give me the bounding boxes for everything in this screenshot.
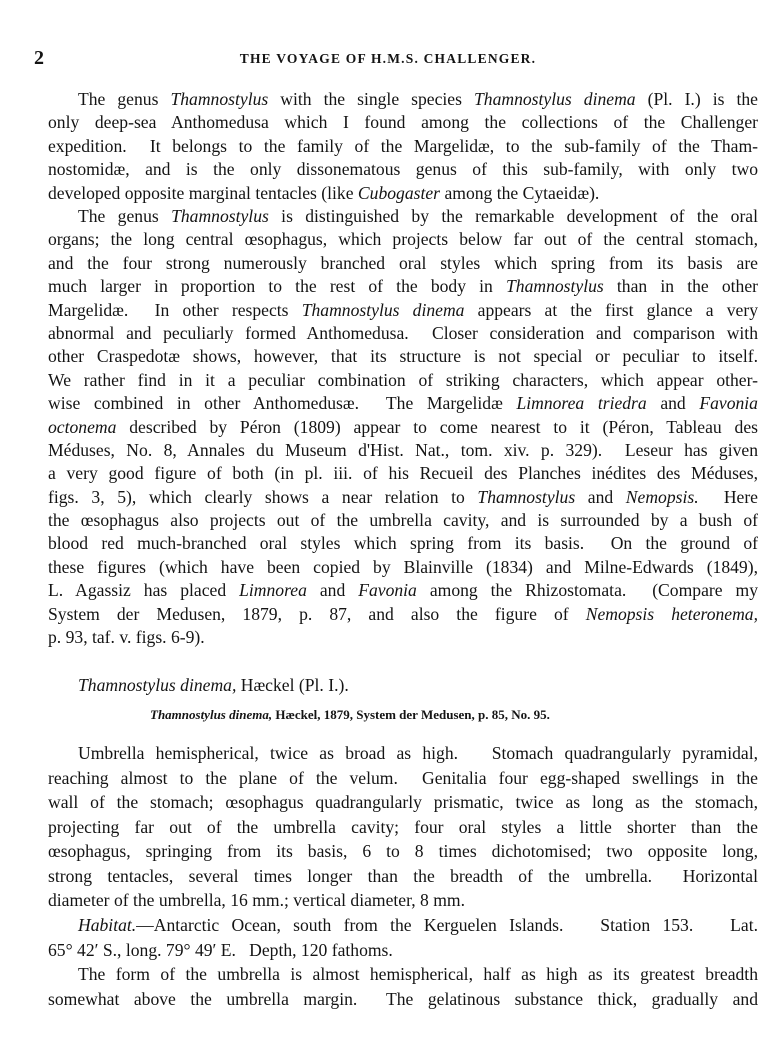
text-run: (Pl. I.) is the: [635, 89, 758, 109]
text-line: [48, 603, 758, 626]
text-line: [48, 369, 758, 392]
text-run: much larger in proportion to the rest of the body in: [48, 276, 506, 297]
italic-text: Thamnostylus: [170, 89, 269, 109]
italic-text: Cubogaster: [357, 182, 441, 203]
text-run: and: [646, 393, 700, 414]
text-line: [48, 509, 758, 532]
text-run: and: [306, 580, 359, 601]
italic-text: octonema: [48, 416, 117, 437]
text-line: [48, 322, 758, 345]
text-run: 65° 42′ S., long. 79° 49′ E. Depth, 120 fathoms.: [48, 939, 393, 960]
text-line: [48, 888, 758, 913]
italic-text: Limnorea: [239, 580, 307, 601]
text-run: appears at the first glance a very: [464, 299, 758, 320]
synonym-species: Thamnostylus dinema,: [150, 707, 273, 722]
italic-text: Nemopsis.: [625, 486, 699, 507]
text-line: [48, 275, 758, 298]
italic-text: Nemopsis heteronema,: [585, 603, 759, 624]
text-line: [48, 462, 758, 485]
text-line: [48, 158, 758, 181]
text-line: [48, 532, 758, 555]
text-line: [48, 228, 758, 251]
paragraph-umbrella-form: [48, 962, 758, 1011]
text-run: The form of the umbrella is almost hemispherical, half as high as its greatest breadth: [78, 964, 758, 984]
text-run: L. Agassiz has placed: [48, 580, 240, 601]
text-line: [48, 556, 758, 579]
text-run: than in the other: [603, 276, 758, 297]
text-line: [48, 182, 758, 205]
text-run: p. 93, taf. v. figs. 6-9).: [48, 627, 205, 648]
italic-text: Favonia: [358, 580, 417, 601]
paragraph-habitat: [48, 913, 758, 962]
synonymy-reference: [150, 707, 550, 723]
text-run: only deep-sea Anthomedusa which I found among the collections of the Challenger: [48, 112, 758, 133]
text-run: among the Cytaeidæ).: [440, 182, 600, 203]
text-line: [48, 205, 758, 228]
text-run: strong tentacles, several times longer than the breadth of the umbrella. Horizontal: [48, 865, 758, 886]
running-title: THE VOYAGE OF H.M.S. CHALLENGER.: [239, 51, 537, 66]
text-line: [48, 913, 758, 938]
text-run: reaching almost to the plane of the velum. Genitalia four egg-shaped swellings in the: [48, 767, 758, 788]
text-run: the œsophagus also projects out of the umbrella cavity, and is surrounded by a bush of: [48, 510, 758, 531]
text-run: wall of the stomach; œsophagus quadrangularly prismatic, twice as long as the stomach,: [48, 792, 758, 812]
italic-text: Thamnostylus: [477, 486, 576, 507]
text-run: described by Péron (1809) appear to come nearest to it (Péron, Tableau des: [116, 416, 758, 437]
text-run: with the single species: [268, 89, 474, 109]
text-line: [48, 626, 758, 649]
text-line: [48, 252, 758, 275]
italic-text: Favonia: [699, 393, 758, 414]
text-run: is distinguished by the remarkable development of the oral: [268, 206, 758, 226]
text-run: projecting far out of the umbrella cavity; four oral styles a little shorter than the: [48, 816, 758, 837]
text-run: expedition. It belongs to the family of the Margelidæ, to the sub-family of the Tham-: [48, 135, 758, 156]
text-line: [48, 790, 758, 815]
text-line: [48, 839, 758, 864]
italic-text: Thamnostylus dinema: [474, 89, 636, 109]
text-line: [48, 111, 758, 134]
text-run: The genus: [78, 206, 172, 226]
text-run: We rather find in it a peculiar combination of striking characters, which appear other-: [48, 369, 758, 390]
text-line: [48, 864, 758, 889]
paragraph-species-diagnosis: [48, 741, 758, 913]
italic-text: Thamnostylus: [506, 276, 604, 297]
text-run: wise combined in other Anthomedusæ. The Margelidæ: [48, 393, 517, 414]
text-line: [48, 741, 758, 766]
text-line: [48, 345, 758, 368]
species-heading: [78, 675, 349, 696]
text-run: Méduses, No. 8, Annales du Museum d'Hist. Nat., tom. xiv. p. 329). Leseur has given: [48, 439, 758, 460]
text-line: [48, 987, 758, 1012]
text-run: System der Medusen, 1879, p. 87, and also the figure of: [48, 603, 586, 624]
text-run: figs. 3, 5), which clearly shows a near relation to: [48, 486, 478, 507]
text-run: Margelidæ. In other respects: [48, 299, 302, 320]
text-line: [48, 486, 758, 509]
synonym-citation: Hæckel, 1879, System der Medusen, p. 85, No. 95.: [272, 707, 550, 722]
text-run: blood red much-branched oral styles which spring from its basis. On the ground of: [48, 533, 758, 554]
text-run: œsophagus, springing from its basis, 6 to 8 times dichotomised; two opposite long,: [48, 841, 758, 861]
text-line: [48, 962, 758, 987]
italic-text: Thamnostylus: [171, 206, 269, 226]
text-line: [48, 392, 758, 415]
text-run: developed opposite marginal tentacles (like: [48, 182, 358, 203]
text-run: somewhat above the umbrella margin. The gelatinous substance thick, gradually and: [48, 988, 758, 1009]
text-run: The genus: [78, 89, 171, 109]
text-run: Here: [698, 486, 758, 507]
paragraph-genus-description: [48, 205, 758, 649]
italic-text: Habitat.: [78, 915, 137, 935]
running-header: [0, 47, 776, 71]
text-line: [48, 299, 758, 322]
text-run: other Craspedotæ shows, however, that its structure is not special or peculiar to itself.: [48, 346, 758, 367]
text-run: abnormal and peculiarly formed Anthomedusa. Closer consideration and comparison with: [48, 322, 758, 343]
paragraph-genus-intro: [48, 88, 758, 205]
text-run: a very good figure of both (in pl. iii. of his Recueil des Planches inédites des Méduses,: [48, 463, 758, 484]
text-run: organs; the long central œsophagus, which projects below far out of the central stomach,: [48, 229, 758, 250]
text-run: —Antarctic Ocean, south from the Kerguelen Islands. Station 153. Lat.: [136, 915, 758, 935]
text-run: and: [575, 486, 626, 507]
text-line: [48, 416, 758, 439]
italic-text: Thamnostylus dinema: [301, 299, 465, 320]
page-number: 2: [34, 47, 44, 69]
text-line: [48, 938, 758, 963]
text-run: nostomidæ, and is the only dissonematous genus of this sub-family, with only two: [48, 159, 758, 180]
text-line: [48, 579, 758, 602]
text-line: [48, 815, 758, 840]
species-name: Thamnostylus dinema,: [78, 675, 237, 695]
text-run: these figures (which have been copied by Blainville (1834) and Milne-Edwards (1849),: [48, 556, 758, 577]
text-run: and the four strong numerously branched oral styles which spring from its basis are: [48, 252, 758, 273]
text-run: among the Rhizostomata. (Compare my: [416, 580, 758, 601]
text-line: [48, 766, 758, 791]
text-line: [48, 135, 758, 158]
species-authority: Hæckel (Pl. I.).: [236, 675, 349, 695]
text-run: diameter of the umbrella, 16 mm.; vertical diameter, 8 mm.: [48, 890, 466, 910]
text-run: Umbrella hemispherical, twice as broad as high. Stomach quadrangularly pyramidal,: [78, 743, 758, 763]
italic-text: Limnorea triedra: [516, 393, 647, 414]
text-line: [48, 439, 758, 462]
text-line: [48, 88, 758, 111]
